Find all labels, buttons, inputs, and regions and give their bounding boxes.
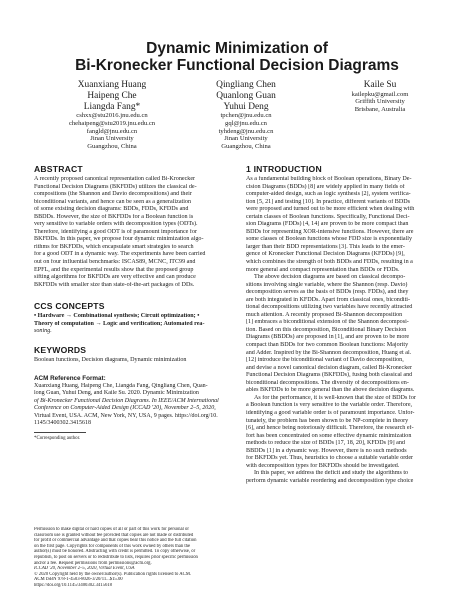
author-name: Haipeng Che [87, 90, 137, 101]
author-email: fangld@jnu.edu.cn [86, 127, 138, 135]
intro-line: certain classes of Boolean functions. Specifically, Functional Deci- [246, 213, 410, 220]
intro-line: with decomposition types for BKFDDs should be investigated. [246, 462, 400, 469]
intro-line: for BKFDDs yet. Thus, heuristics to choose a suitable variable order [246, 455, 414, 462]
acm-reference-line: 1145/3400302.3415618 [34, 420, 91, 427]
author-location: Guangzhou, China [87, 142, 137, 150]
author-name: Xuanxiang Huang [77, 80, 147, 90]
intro-line: gence of Kronecker Functional Decision Diagrams (KFDDs) [9], [246, 251, 405, 258]
author-name: Yuhui Deng [223, 101, 269, 112]
footnote-corresponding: *Corresponding author. [34, 436, 81, 441]
permission-line: Permission to make digital or hard copies of all or part of this work for personal or [34, 527, 189, 532]
abstract-line: rithms for BKFDDs, which encapsulate smart strategies to search [34, 243, 194, 250]
conference-line: ICCAD '20, November 2–5, 2020, Virtual Event, USA [34, 566, 135, 572]
intro-line: tion. Based on this decomposition, Biconditional Binary Decision [246, 326, 407, 333]
intro-line: some classes of Boolean functions whose FDD size is exponentially [246, 236, 413, 243]
author-email: chehaipeng@stu2019.jnu.edu.cn [68, 119, 156, 127]
intro-line: methods to reduce the size of BDDs [17, 18, 20], KFDDs [9] and [246, 440, 405, 447]
footnote-rule [34, 432, 86, 433]
abstract-line: sifting algorithms for BKFDDs are very effective and can produce [34, 274, 196, 281]
ccs-line: soning. [34, 328, 52, 335]
abstract-section [34, 164, 230, 289]
author-name: Liangda Fang* [83, 101, 141, 112]
introduction-heading: 1 INTRODUCTION [246, 164, 322, 174]
intro-line: and Adder. Inspired by the Bi-Shannon decomposition, Huang et al. [246, 349, 412, 356]
intro-line: ables BKFDDs to be more general than the above decision diagrams. [246, 387, 415, 394]
intro-line: compact than BDDs for two common Boolean functions: Majority [246, 342, 409, 349]
acm-reference-section [34, 375, 230, 427]
author-name: Qingliang Chen [216, 80, 276, 90]
permission-line: author(s) must be honored. Abstracting with credit is permitted. To copy otherwise, or [34, 549, 196, 555]
author-name: Kaile Su [363, 80, 397, 90]
isbn-line: ACM ISBN 978-1-4503-8026-3/20/11...$15.00 [34, 577, 123, 583]
intro-line: [6], and hence being notoriously difficult. Therefore, the research ef- [246, 425, 414, 432]
intro-line: perform dynamic variable reordering and decomposition type choice [246, 477, 414, 484]
intro-line: tion [5, 21] and testing [10]. In practice, different variants of BDDs [246, 198, 411, 205]
permission-line: republish, to post on servers or to redistribute to lists, requires prior specific permission [34, 554, 198, 560]
intro-line: which combines the strength of both BDDs and FDDs, resulting in a [246, 259, 413, 266]
intro-line: identifying a good variable order is of paramount importance. Unfor- [246, 409, 415, 416]
intro-line: sion Diagrams (FDDs) [4, 14] are proven to be more compact than [246, 221, 409, 228]
abstract-line: of some existing decision diagrams: BDDs, FDDs, KFDDs and [34, 206, 189, 213]
intro-line: tional decompositions utilizing two variables have recently attracted [246, 304, 413, 311]
intro-line: were proposed and turned out to be more efficient when dealing with [246, 206, 415, 213]
copyright-line: © 2020 Copyright held by the owner/author(s). Publication rights licensed to ACM. [34, 571, 192, 577]
author-email: tpchen@jnu.edu.cn [220, 112, 272, 120]
intro-line: larger than their BDD representations [3]. This leads to the emer- [246, 243, 405, 250]
abstract-line: biconditional variants, and hence can be seen as a generalization [34, 198, 192, 205]
abstract-line: BKFDDs. In this paper, we propose four dynamic minimization algo- [34, 236, 204, 243]
acm-reference-line: long Guan, Yuhui Deng, and Kaile Su. 2020. Dynamic Minimization [34, 390, 199, 397]
permission-line: for profit or commercial advantage and that copies bear this notice and the full citation [34, 538, 197, 544]
keywords-section [34, 345, 230, 365]
introduction-body [246, 176, 442, 485]
acm-reference-line: of Bi-Kronecker Functional Decision Diagrams. In IEEE/ACM International [34, 397, 219, 404]
author-email: cshxx@stu2016.jnu.edu.cn [76, 112, 148, 120]
abstract-line: very sensitive to variable orders with decomposition types (ODTs). [34, 221, 198, 228]
author-email: kailepku@gmail.com [351, 90, 409, 98]
intro-line: a Boolean function is very sensitive to the variable order. Therefore, [246, 402, 413, 409]
acm-reference-line: Xuanxiang Huang, Haipeng Che, Liangda Fang, Qingliang Chen, Quan- [34, 383, 208, 389]
ccs-heading: CCS CONCEPTS [34, 301, 105, 311]
intro-line: Diagrams (BBDDs) are proposed in [1], and are proven to be more [246, 334, 410, 341]
author-block-3 [316, 80, 444, 114]
abstract-line: out on four influential benchmarks: ISCAS89, MCNC, ITC99 and [34, 259, 196, 266]
acm-reference-line: Virtual Event, USA. ACM, New York, NY, USA, 9 pages. https://doi.org/10. [34, 412, 218, 419]
abstract-line: for a good ODT in a dynamic way. The experiments have been carried [34, 251, 206, 258]
permission-line: and/or a fee. Request permissions from permissions@acm.org. [34, 560, 152, 566]
author-block-2 [182, 80, 310, 150]
abstract-line: compositions (the Shannon and Davio decompositions) and their [34, 191, 192, 198]
intro-line: sitions involving single variable, where the Shannon (resp. Davio) [246, 281, 408, 288]
author-email: tyhdeng@jnu.edu.cn [218, 127, 274, 135]
paper-title-line-2: Bi-Kronecker Functional Decision Diagrams [75, 57, 399, 74]
abstract-line: BKFDDs with smaller size than state-of-the-art packages of DDs. [34, 281, 195, 288]
intro-line: are both integrated in KFDDs. Apart from classical ones, biconditi- [246, 296, 410, 303]
permission-line: classroom use is granted without fee provided that copies are not made or distributed [34, 532, 194, 538]
abstract-line: A recently proposed canonical representation called Bi-Kronecker [34, 176, 196, 182]
intro-line: computer-aided design, such as logic synthesis [2], system verifica- [246, 191, 411, 198]
acm-reference-heading: ACM Reference Format: [34, 375, 106, 382]
intro-line: cision Diagrams (BDDs) [8] are widely applied in many fields of [246, 183, 405, 190]
author-name: Quanlong Guan [216, 90, 276, 101]
permission-line: on the first page. Copyrights for components of this work owned by others than the [34, 543, 191, 549]
keywords-text: Boolean functions, Decision diagrams, Dynamic minimization [34, 357, 187, 363]
intro-line: As for the performance, it is well-known that the size of BDDs for [254, 394, 416, 401]
intro-line: more general and compact representation than BDDs or FDDs. [246, 266, 400, 273]
doi-line: https://doi.org/10.1145/3400302.3415618 [34, 582, 112, 588]
author-location: Guangzhou, China [221, 142, 271, 150]
acm-reference-line: Conference on Computer-Aided Design (ICCAD '20), November 2–5, 2020, [34, 405, 216, 412]
permission-block [34, 527, 230, 589]
intro-line: Functional Decision Diagrams (BKFDDs), fusing both classical and [246, 372, 413, 379]
intro-line: [1] embraces a biconditional extension of the Shannon decomposi- [246, 319, 409, 326]
author-affiliation: Jinan University [224, 135, 268, 143]
intro-line: tunately, the problem has been shown to be NP-complete in theory [246, 417, 409, 424]
abstract-line: BBDDs. However, the size of BKFDDs for a Boolean function is [34, 213, 194, 220]
keywords-heading: KEYWORDS [34, 345, 87, 355]
paper-title-line-1: Dynamic Minimization of [146, 40, 328, 57]
ccs-body [34, 313, 230, 336]
acm-reference-body [34, 383, 230, 427]
intro-line: [12] introduce the biconditional variant of Davio decomposition, [246, 357, 404, 364]
author-affiliation: Griffith University [355, 98, 405, 106]
abstract-heading: ABSTRACT [34, 164, 83, 174]
intro-line: biconditional decompositions. The diversity of decompositions en- [246, 379, 409, 386]
intro-line: In this paper, we address the deficit and study the algorithms to [254, 470, 409, 477]
intro-line: fort has been concentrated on some effective dynamic minimization [246, 432, 412, 439]
author-email: gql@jnu.edu.cn [225, 119, 267, 127]
ccs-line: • Hardware → Combinational synthesis; Circuit optimization; • [34, 313, 200, 319]
intro-line: decomposition serves as the basis of BDDs (resp. FDDs), and they [246, 289, 409, 296]
intro-line: and devise a novel canonical decision diagram, called Bi-Kronecker [246, 364, 412, 371]
intro-line: BBDDs [1] in a dynamic way. However, there is no such methods [246, 447, 407, 454]
introduction-section [246, 164, 442, 485]
ccs-section [34, 301, 230, 336]
intro-line: As a fundamental building block of Boolean operations, Binary De- [246, 176, 412, 182]
author-block-1 [48, 80, 176, 150]
abstract-line: Therefore, identifying a good ODT is of paramount importance for [34, 228, 198, 235]
intro-line: much attention. A recently proposed Bi-Shannon decomposition [246, 311, 403, 318]
author-affiliation: Jinan University [90, 135, 134, 143]
abstract-line: Functional Decision Diagrams (BKFDDs) utilizes the classical de- [34, 183, 197, 190]
abstract-body [34, 176, 230, 289]
intro-line: The above decision diagrams are based on classical decompo- [254, 274, 406, 281]
ccs-line: Theory of computation → Logic and verification; Automated rea- [34, 320, 205, 327]
abstract-line: EPFL, and the experimental results show that the proposed group [34, 266, 194, 273]
intro-line: BDDs for representing XOR-intensive functions. However, there are [246, 228, 414, 235]
author-location: Brisbane, Australia [354, 105, 406, 113]
